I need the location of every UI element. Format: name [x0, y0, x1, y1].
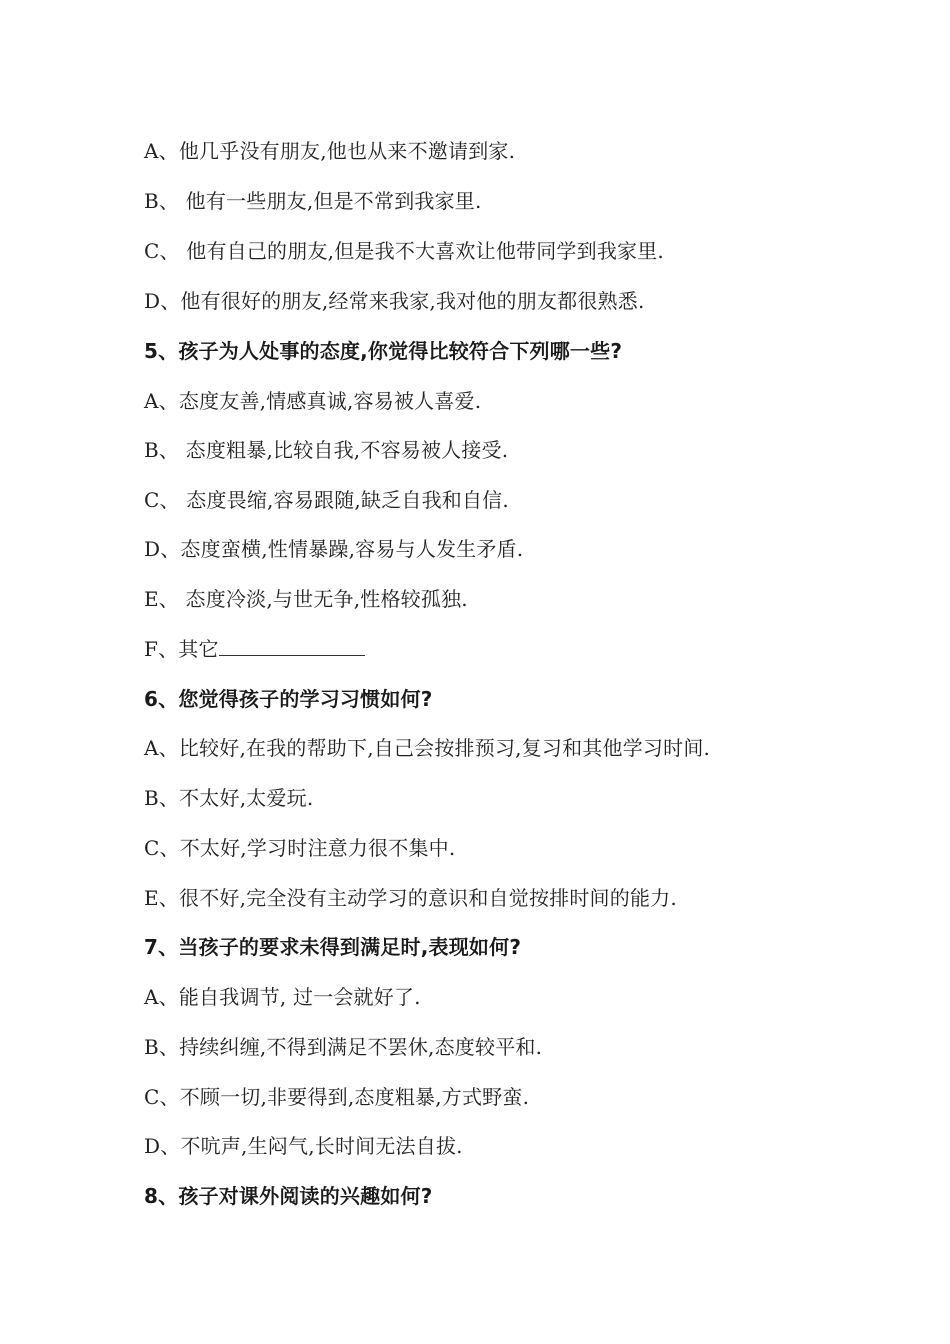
question-7: 7、当孩子的要求未得到满足时,表现如何? — [144, 935, 522, 959]
q4-option-c: C、 他有自己的朋友,但是我不大喜欢让他带同学到我家里. — [144, 239, 664, 263]
question-5: 5、孩子为人处事的态度,你觉得比较符合下列哪一些? — [144, 339, 623, 363]
question-6: 6、您觉得孩子的学习习惯如何? — [144, 687, 433, 711]
q7-option-c: C、不顾一切,非要得到,态度粗暴,方式野蛮. — [144, 1085, 530, 1109]
q6-option-e: E、很不好,完全没有主动学习的意识和自觉按排时间的能力. — [144, 886, 677, 910]
q5-option-d: D、态度蛮横,性情暴躁,容易与人发生矛盾. — [144, 537, 524, 561]
question-8: 8、孩子对课外阅读的兴趣如何? — [144, 1184, 433, 1208]
q4-option-d: D、他有很好的朋友,经常来我家,我对他的朋友都很熟悉. — [144, 289, 645, 313]
q4-option-b: B、 他有一些朋友,但是不常到我家里. — [144, 189, 482, 213]
q6-option-c: C、不太好,学习时注意力很不集中. — [144, 836, 456, 860]
q6-option-a: A、比较好,在我的帮助下,自己会按排预习,复习和其他学习时间. — [144, 736, 711, 760]
q5-option-f — [144, 637, 365, 661]
q4-option-a: A、他几乎没有朋友,他也从来不邀请到家. — [144, 139, 516, 163]
q5-option-b: B、 态度粗暴,比较自我,不容易被人接受. — [144, 438, 509, 462]
q6-option-b: B、不太好,太爱玩. — [144, 786, 314, 810]
q5-option-a: A、态度友善,情感真诚,容易被人喜爱. — [144, 389, 482, 413]
q7-option-d: D、不吭声,生闷气,长时间无法自拔. — [144, 1134, 463, 1158]
q5-option-e: E、 态度冷淡,与世无争,性格较孤独. — [144, 587, 468, 611]
q7-option-a: A、能自我调节, 过一会就好了. — [144, 985, 421, 1009]
q5-option-f-label: F、其它 — [144, 637, 219, 661]
fill-in-blank[interactable] — [219, 637, 365, 656]
q7-option-b: B、持续纠缠,不得到满足不罢休,态度较平和. — [144, 1035, 543, 1059]
q5-option-c: C、 态度畏缩,容易跟随,缺乏自我和自信. — [144, 488, 509, 512]
